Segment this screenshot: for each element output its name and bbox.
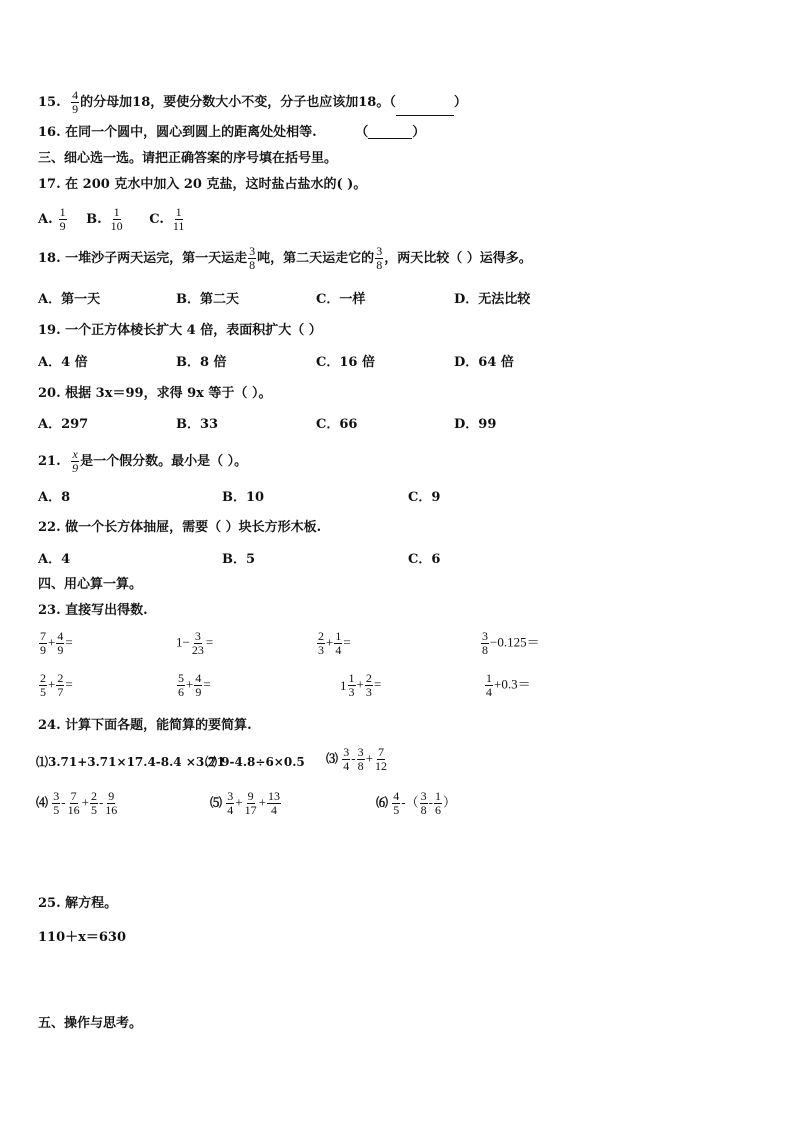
section-heading-4: 四、用心算一算。 — [38, 577, 143, 592]
question-number: 18. — [38, 251, 61, 266]
question-number: 25. — [38, 896, 61, 911]
option-c[interactable]: C. $\frac{1}{11}$ — [149, 205, 185, 233]
problem-1: ⑴3.71+3.71×17.4-8.4 ×3.71 — [36, 755, 226, 769]
question-text: 做一个长方体抽屉，需要（ ）块长方形木板. — [65, 520, 322, 535]
option-b[interactable]: B．33 — [176, 417, 219, 432]
option-c[interactable]: C．16 倍 — [316, 355, 375, 370]
question-number: 15. — [38, 95, 61, 110]
section-heading-5: 五、操作与思考。 — [38, 1016, 143, 1031]
calc-6: $\frac{5}{6}$ + $\frac{4}{9}$ = — [178, 671, 211, 699]
question-number: 21. — [38, 454, 61, 469]
option-c[interactable]: C．一样 — [316, 292, 366, 307]
question-15: 15. $\frac{4}{9}$ 的分母加18，要使分数大小不变，分子也应该加18。（ ） — [38, 88, 467, 116]
option-b[interactable]: B．8 倍 — [176, 355, 227, 370]
option-c[interactable]: C．66 — [316, 417, 358, 432]
calc-7: 1 1 3 + $\frac{2}{3}$ = — [340, 671, 382, 699]
question-text: 在 200 克水中加入 20 克盐，这时盐占盐水的( )。 — [65, 177, 367, 192]
problem-4: ⑷ $\frac{3}{5}$ - $\frac{7}{16}$ + $\frac{2}{5}$ - $\frac{9}{16}$ — [36, 789, 118, 817]
question-25 — [38, 897, 117, 910]
problem-5: ⑸ $\frac{3}{4}$ + $\frac{9}{17}$ + $\frac{13}{4}$ — [210, 789, 280, 817]
options-17 — [38, 206, 186, 233]
calc-8: $\frac{1}{4}$ +0.3＝ — [486, 671, 531, 699]
question-text: 在同一个圆中，圆心到圆上的距离处处相等. — [65, 125, 317, 140]
equation: 110＋x＝630 — [38, 930, 127, 945]
fraction: $\frac{4}{9}$ — [72, 88, 79, 116]
question-number: 20. — [38, 386, 61, 401]
answer-blank[interactable] — [396, 103, 454, 116]
question-number: 17. — [38, 177, 61, 192]
question-text: 解方程。 — [65, 896, 118, 911]
question-text: 根据 3x＝99，求得 9x 等于（ ）。 — [65, 386, 272, 401]
question-text: 是一个假分数。最小是（ ）。 — [80, 454, 248, 469]
calc-1: $\frac{7}{9}$ + $\frac{4}{9}$ = — [40, 629, 73, 657]
option-a[interactable]: A．4 — [38, 552, 71, 567]
option-a[interactable]: A．297 — [38, 417, 89, 432]
question-number: 19. — [38, 323, 61, 338]
option-b[interactable]: B. $\frac{1}{10}$ — [86, 205, 123, 233]
question-text: 的分母加18，要使分数大小不变，分子也应该加18。（ — [80, 95, 396, 110]
question-text: 计算下面各题，能简算的要简算. — [65, 718, 252, 733]
problem-2: ⑵ 9-4.8÷6×0.5 — [205, 755, 305, 769]
option-a[interactable]: A．4 倍 — [38, 355, 88, 370]
option-a[interactable]: A. $\frac{1}{9}$ — [38, 205, 66, 233]
question-20 — [38, 387, 271, 400]
calc-5: $\frac{2}{5}$ + $\frac{2}{7}$ = — [40, 671, 73, 699]
option-a[interactable]: A．8 — [38, 490, 71, 505]
question-text: 直接写出得数. — [65, 603, 148, 618]
question-17 — [38, 178, 366, 191]
question-16: 16. 在同一个圆中，圆心到圆上的距离处处相等. （ ） — [38, 125, 426, 140]
question-text: 一个正方体棱长扩大 4 倍，表面积扩大（ ） — [65, 323, 322, 338]
question-21: 21. $\frac{x}{9}$ 是一个假分数。最小是（ ）。 — [38, 447, 248, 475]
option-b[interactable]: B．5 — [222, 552, 256, 567]
option-d[interactable]: D．64 倍 — [454, 355, 514, 370]
option-b[interactable]: B．10 — [222, 490, 265, 505]
option-d[interactable]: D．99 — [454, 417, 497, 432]
option-b[interactable]: B．第二天 — [176, 292, 239, 307]
calc-4: $\frac{3}{8}$ −0.125＝ — [482, 629, 540, 657]
question-19 — [38, 324, 322, 337]
question-23 — [38, 604, 148, 617]
question-24 — [38, 719, 252, 732]
option-c[interactable]: C．9 — [408, 490, 441, 505]
question-number: 22. — [38, 520, 61, 535]
calc-3: $\frac{2}{3}$ + $\frac{1}{4}$ = — [318, 629, 351, 657]
question-number: 23. — [38, 603, 61, 618]
answer-blank[interactable] — [368, 126, 412, 139]
question-number: 24. — [38, 718, 61, 733]
option-d[interactable]: D．无法比较 — [454, 292, 531, 307]
option-a[interactable]: A．第一天 — [38, 292, 101, 307]
question-18: 18. 一堆沙子两天运完，第一天运走 $\frac{3}{8}$ 吨，第二天运走它的 $\frac{3}{8}$ ，两天比较（ ）运得多。 — [38, 244, 532, 272]
option-c[interactable]: C．6 — [408, 552, 441, 567]
section-heading-3: 三、细心选一选。请把正确答案的序号填在括号里。 — [38, 151, 338, 166]
calc-2: 1− $\frac{3}{23}$ = — [176, 629, 214, 657]
problem-3: ⑶ $\frac{3}{4}$ - $\frac{3}{8}$ + $\frac{7}{12}$ — [326, 745, 387, 773]
question-22 — [38, 521, 321, 534]
question-number: 16. — [38, 125, 61, 140]
problem-6: ⑹ $\frac{4}{5}$ -（ $\frac{3}{8}$ - $\frac{1}{6}$ ） — [376, 789, 456, 817]
